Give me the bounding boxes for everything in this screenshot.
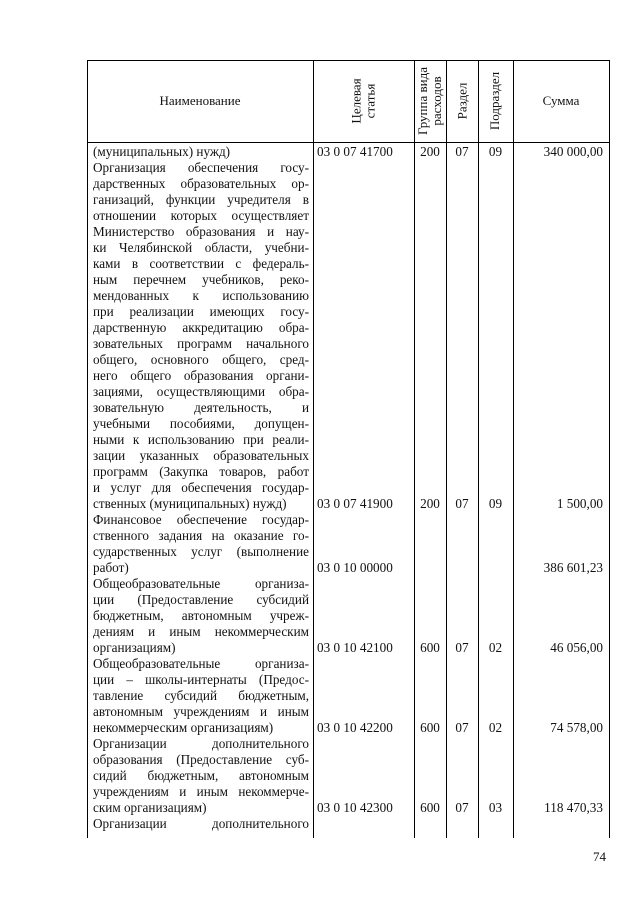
name-line: Общеобразовательные организа- (93, 576, 309, 591)
name-line: ции (Предоставление субсидий (93, 592, 309, 607)
name-line: сударственных услуг (выполнение (93, 544, 309, 559)
name-line: зовательных программ начального (93, 336, 309, 351)
name-line: (муниципальных) нужд) (93, 144, 231, 159)
name-line: учреждениям и иным некоммерче- (93, 784, 309, 799)
name-line: сидий бюджетным, автономным (93, 768, 309, 783)
name-line: ским организациям) (93, 800, 207, 815)
name-line: дениям и иным некоммерческим (93, 624, 309, 639)
name-line: Финансовое обеспечение государ- (93, 512, 309, 527)
header-name: Наименование (159, 93, 241, 108)
name-line: ками в соответствии с федераль- (93, 256, 309, 271)
name-line: ции – школы-интернаты (Предос- (93, 672, 309, 687)
name-line: Общеобразовательные организа- (93, 656, 309, 671)
header-target-article: Целевая статья (348, 78, 378, 124)
name-line: дарственную аккредитацию обра- (93, 320, 309, 335)
header-sum: Сумма (542, 93, 580, 108)
budget-table (87, 60, 610, 838)
cell-subsection: 03 (488, 800, 503, 815)
cell-section: 07 (455, 496, 469, 511)
name-line: и услуг для обеспечения государ- (93, 480, 309, 495)
cell-target-article: 03 0 10 42300 (317, 800, 393, 815)
name-line: тавление субсидий бюджетным, (93, 688, 309, 703)
name-line: ки Челябинской области, учебни- (93, 240, 309, 255)
cell-sum: 74 578,00 (550, 720, 603, 735)
name-line: бюджетным, автономным учреж- (93, 608, 309, 623)
name-line: некоммерческим организациям) (93, 720, 274, 735)
cell-section: 07 (455, 640, 469, 655)
page-number: 74 (593, 849, 606, 864)
name-line: зациями, осуществляющими обра- (93, 384, 309, 399)
cell-section: 07 (455, 720, 469, 735)
name-line: ными к использованию при реали- (93, 432, 309, 447)
name-line: при реализации имеющих госу- (93, 304, 309, 319)
cell-section: 07 (455, 144, 469, 159)
name-line: общего, основного общего, сред- (93, 352, 309, 367)
name-line: Организация обеспечения госу- (93, 160, 309, 175)
cell-target-article: 03 0 07 41900 (317, 496, 393, 511)
header-expense-group: Группа вида расходов (415, 67, 445, 135)
name-line: образования (Предоставление суб- (93, 752, 309, 767)
name-line: зации указанных образовательных (93, 448, 309, 463)
name-line: организациям) (93, 640, 176, 655)
name-line: зовательную деятельность, и (93, 400, 309, 415)
cell-target-article: 03 0 07 41700 (317, 144, 393, 159)
cell-subsection: 02 (488, 640, 503, 655)
name-line: работ) (93, 560, 129, 575)
cell-target-article: 03 0 10 42100 (317, 640, 393, 655)
name-line: Министерство образования и нау- (93, 224, 309, 239)
cell-subsection: 09 (488, 144, 503, 159)
cell-expense-group: 200 (420, 496, 440, 511)
cell-target-article: 03 0 10 00000 (317, 560, 393, 575)
name-line: ганизаций, функции учредителя в (93, 192, 309, 207)
name-line: автономным учреждениям и иным (93, 704, 309, 719)
header-subsection: Подраздел (487, 71, 503, 131)
cell-subsection: 09 (488, 496, 503, 511)
name-line: Организации дополнительного (93, 736, 309, 751)
cell-section: 07 (455, 800, 469, 815)
cell-expense-group: 600 (420, 640, 440, 655)
name-line: учебными пособиями, допущен- (93, 416, 309, 431)
name-line: ным перечнем учебников, реко- (93, 272, 309, 287)
cell-expense-group: 200 (420, 144, 440, 159)
table-border-left (87, 60, 88, 838)
name-line: отношении которых осуществляет (93, 208, 309, 223)
header-section: Раздел (454, 82, 469, 120)
name-line: ственных (муниципальных) нужд) (93, 496, 287, 511)
cell-sum: 46 056,00 (550, 640, 603, 655)
header-divider (87, 142, 610, 143)
name-column (93, 144, 309, 832)
name-line: Организации дополнительного (93, 816, 309, 831)
table-border-right (609, 60, 610, 838)
cell-target-article: 03 0 10 42200 (317, 720, 393, 735)
name-line: программ (Закупка товаров, работ (93, 464, 309, 479)
cell-sum: 1 500,00 (556, 496, 603, 511)
name-line: дарственных образовательных ор- (93, 176, 309, 191)
name-line: него общего образования органи- (93, 368, 309, 383)
name-line: мендованных к использованию (93, 288, 309, 303)
cell-sum: 340 000,00 (543, 144, 603, 159)
cell-expense-group: 600 (420, 800, 440, 815)
cell-sum: 386 601,23 (543, 560, 603, 575)
column-divider (313, 60, 314, 838)
cell-sum: 118 470,33 (544, 800, 603, 815)
cell-subsection: 02 (488, 720, 503, 735)
cell-expense-group: 600 (420, 720, 440, 735)
name-line: ственного задания на оказание го- (93, 528, 309, 543)
